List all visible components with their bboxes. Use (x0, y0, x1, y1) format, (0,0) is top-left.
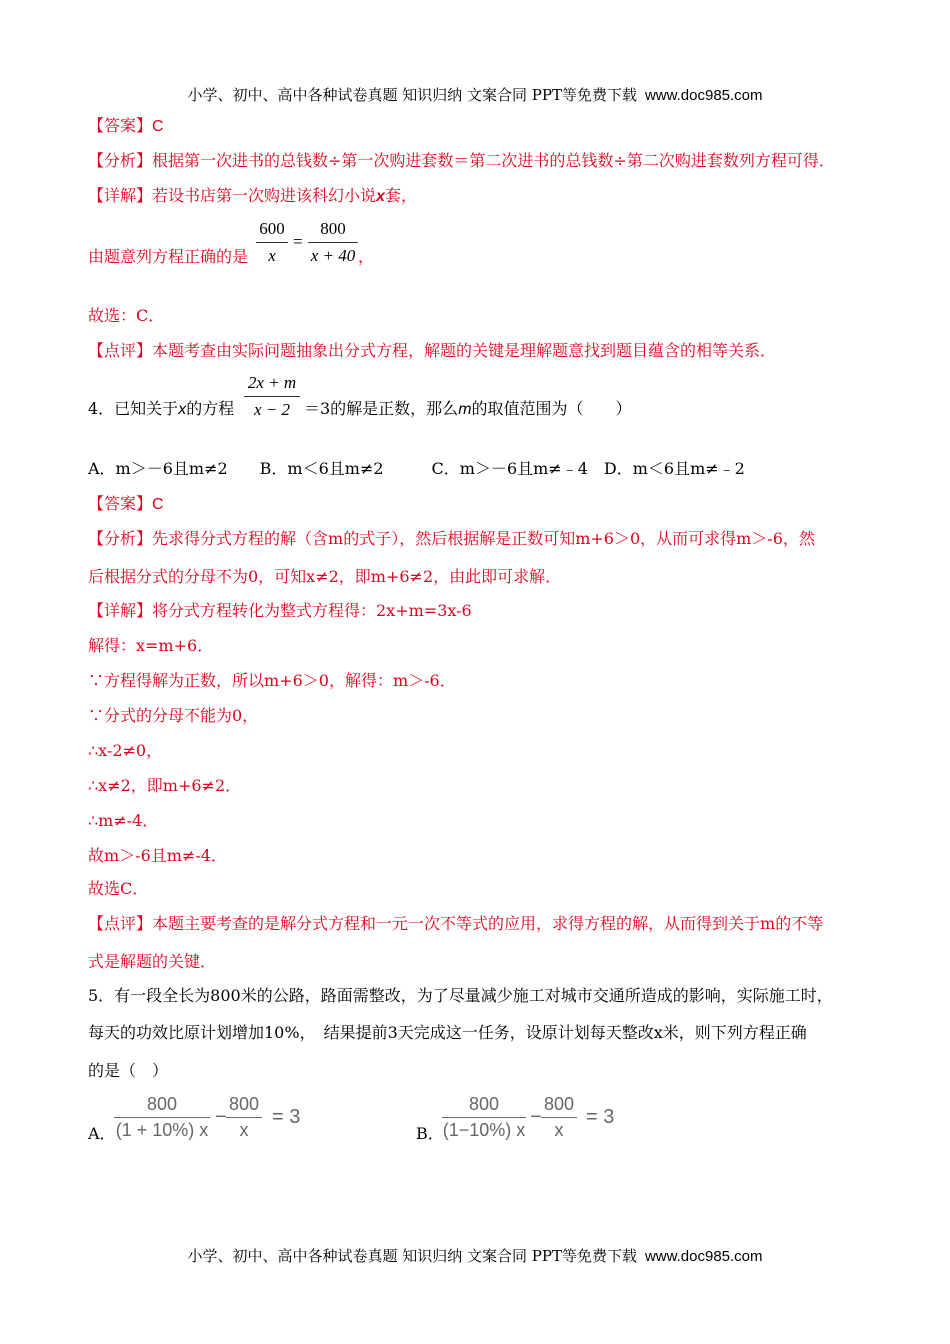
q5-option-a-fraction-2 (226, 1094, 262, 1141)
analysis-tag: 【分析】 (88, 151, 153, 170)
q5-stem-line3: 的是（ ） (88, 1061, 169, 1080)
stem-text: 4．已知关于 (88, 399, 179, 418)
q4-step-5: ∴x≠2，即m+6≠2． (88, 776, 242, 795)
detail-tag: 【详解】 (88, 186, 153, 205)
detail-text: 若设书店第一次购进该科幻小说 (152, 186, 377, 205)
q4-options: A．m＞－6且m≠2 B．m＜6且m≠2 C．m＞－6且m≠﹣4 D．m＜6且m≠﹣2 (88, 459, 745, 478)
q4-step-2: ∵方程得解为正数，所以m+6＞0，解得：m＞-6． (88, 671, 456, 690)
fraction-bar (244, 396, 300, 397)
q4-comment-line1 (88, 913, 823, 935)
q4-analysis-line1 (88, 528, 815, 550)
minus-sign: − (215, 1106, 227, 1128)
answer-value: C (152, 118, 164, 135)
fraction-numerator: 800 (468, 1094, 500, 1114)
comment-text: 本题考查由实际问题抽象出分式方程，解题的关键是理解题意找到题目蕴含的相等关系． (152, 341, 777, 360)
analysis-text: 先求得分式方程的解（含m的式子），然后根据解是正数可知m+6＞0，从而可求得m＞-6，然 (152, 529, 815, 548)
q4-answer-line (88, 493, 164, 516)
fraction-bar (541, 1117, 577, 1118)
variable-x: x (178, 401, 187, 418)
q4-fraction (244, 373, 300, 420)
fraction-denominator: x − 2 (253, 400, 291, 419)
fraction-bar (308, 242, 358, 243)
stem-text: 的取值范围为（ ） (471, 399, 632, 418)
fraction-numerator: 800 (228, 1094, 260, 1114)
q3-answer-line (88, 115, 164, 138)
q4-comment-line2: 式是解题的关键． (88, 952, 217, 971)
answer-tag: 【答案】 (88, 494, 153, 513)
stem-text: ＝3的解是正数，那么 (304, 399, 459, 418)
equals-three: = 3 (586, 1106, 615, 1128)
footer-banner (0, 1245, 950, 1266)
q4-step-1: 解得：x=m+6． (88, 636, 214, 655)
comment-text: 本题主要考查的是解分式方程和一元一次不等式的应用，求得方程的解，从而得到关于m的不等 (152, 914, 824, 933)
variable-m: m (458, 401, 472, 418)
comment-tag: 【点评】 (88, 914, 153, 933)
fraction-bar (256, 242, 288, 243)
header-text: 小学、初中、高中各种试卷真题 知识归纳 文案合同 PPT等免费下载 (187, 86, 637, 104)
footer-text: 小学、初中、高中各种试卷真题 知识归纳 文案合同 PPT等免费下载 (187, 1247, 637, 1265)
q3-comment-line (88, 340, 776, 362)
header-url[interactable]: www.doc985.com (644, 87, 763, 104)
equation-suffix: ， (358, 247, 375, 266)
fraction-denominator: x (239, 1120, 249, 1140)
q3-choose-line: 故选：C． (88, 306, 165, 325)
fraction-numerator: 800 (543, 1094, 575, 1114)
header-banner (0, 84, 950, 105)
equals-sign: = (293, 232, 303, 251)
detail-text-end: 套， (384, 186, 417, 205)
q3-analysis-line (88, 150, 835, 172)
detail-tag: 【详解】 (88, 601, 153, 620)
minus-sign: − (530, 1106, 542, 1128)
stem-text: 的方程 (186, 399, 235, 418)
analysis-text: 根据第一次进书的总钱数÷第一次购进套数＝第二次进书的总钱数÷第二次购进套数列方程可得． (152, 151, 835, 170)
footer-url[interactable]: www.doc985.com (644, 1248, 763, 1265)
q4-detail-line (88, 600, 472, 622)
q4-choose-line: 故选C． (88, 879, 149, 898)
q3-fraction-left (256, 219, 288, 266)
comment-tag: 【点评】 (88, 341, 153, 360)
q3-fraction-right (308, 219, 358, 266)
q5-option-b-fraction-2 (541, 1094, 577, 1141)
fraction-numerator: 2x + m (247, 373, 297, 392)
q5-stem-line1: 5．有一段全长为800米的公路，路面需整改，为了尽量减少施工对城市交通所造成的影响，实际施工时， (88, 986, 833, 1005)
fraction-numerator: 800 (146, 1094, 178, 1114)
fraction-bar (114, 1117, 210, 1118)
q5-option-b-label: B． (416, 1124, 444, 1143)
fraction-denominator: (1−10%) x (442, 1120, 526, 1140)
q4-analysis-line2: 后根据分式的分母不为0，可知x≠2，即m+6≠2，由此即可求解． (88, 567, 562, 586)
fraction-numerator: 800 (320, 219, 346, 238)
q5-option-b-fraction-1 (442, 1094, 526, 1141)
fraction-bar (226, 1117, 262, 1118)
fraction-bar (442, 1117, 526, 1118)
answer-value: C (152, 496, 164, 513)
fraction-denominator: x + 40 (310, 246, 356, 265)
fraction-denominator: (1 + 10%) x (115, 1120, 209, 1140)
fraction-denominator: x (268, 246, 276, 265)
q4-stem-part1 (88, 398, 234, 421)
equals-three: = 3 (272, 1106, 301, 1128)
q3-equation-prefix: 由题意列方程正确的是 (88, 247, 249, 266)
analysis-tag: 【分析】 (88, 529, 153, 548)
detail-text: 将分式方程转化为整式方程得：2x+m=3x-6 (152, 601, 472, 620)
q5-option-a-label: A． (88, 1124, 116, 1143)
q4-step-6: ∴m≠-4． (88, 811, 159, 830)
answer-tag: 【答案】 (88, 116, 153, 135)
q4-step-7: 故m＞-6且m≠-4． (88, 846, 227, 865)
q3-detail-line (88, 185, 417, 208)
q5-stem-line2: 每天的功效比原计划增加10%， 结果提前3天完成这一任务，设原计划每天整改x米，则下列方程正确 (88, 1023, 807, 1042)
fraction-numerator: 600 (259, 219, 285, 238)
q4-stem-part2 (304, 398, 632, 421)
q4-step-3: ∵分式的分母不能为0， (88, 706, 259, 725)
fraction-denominator: x (554, 1120, 564, 1140)
q4-step-4: ∴x-2≠0， (88, 741, 163, 760)
variable-x: x (376, 188, 385, 205)
q5-option-a-fraction-1 (114, 1094, 210, 1141)
